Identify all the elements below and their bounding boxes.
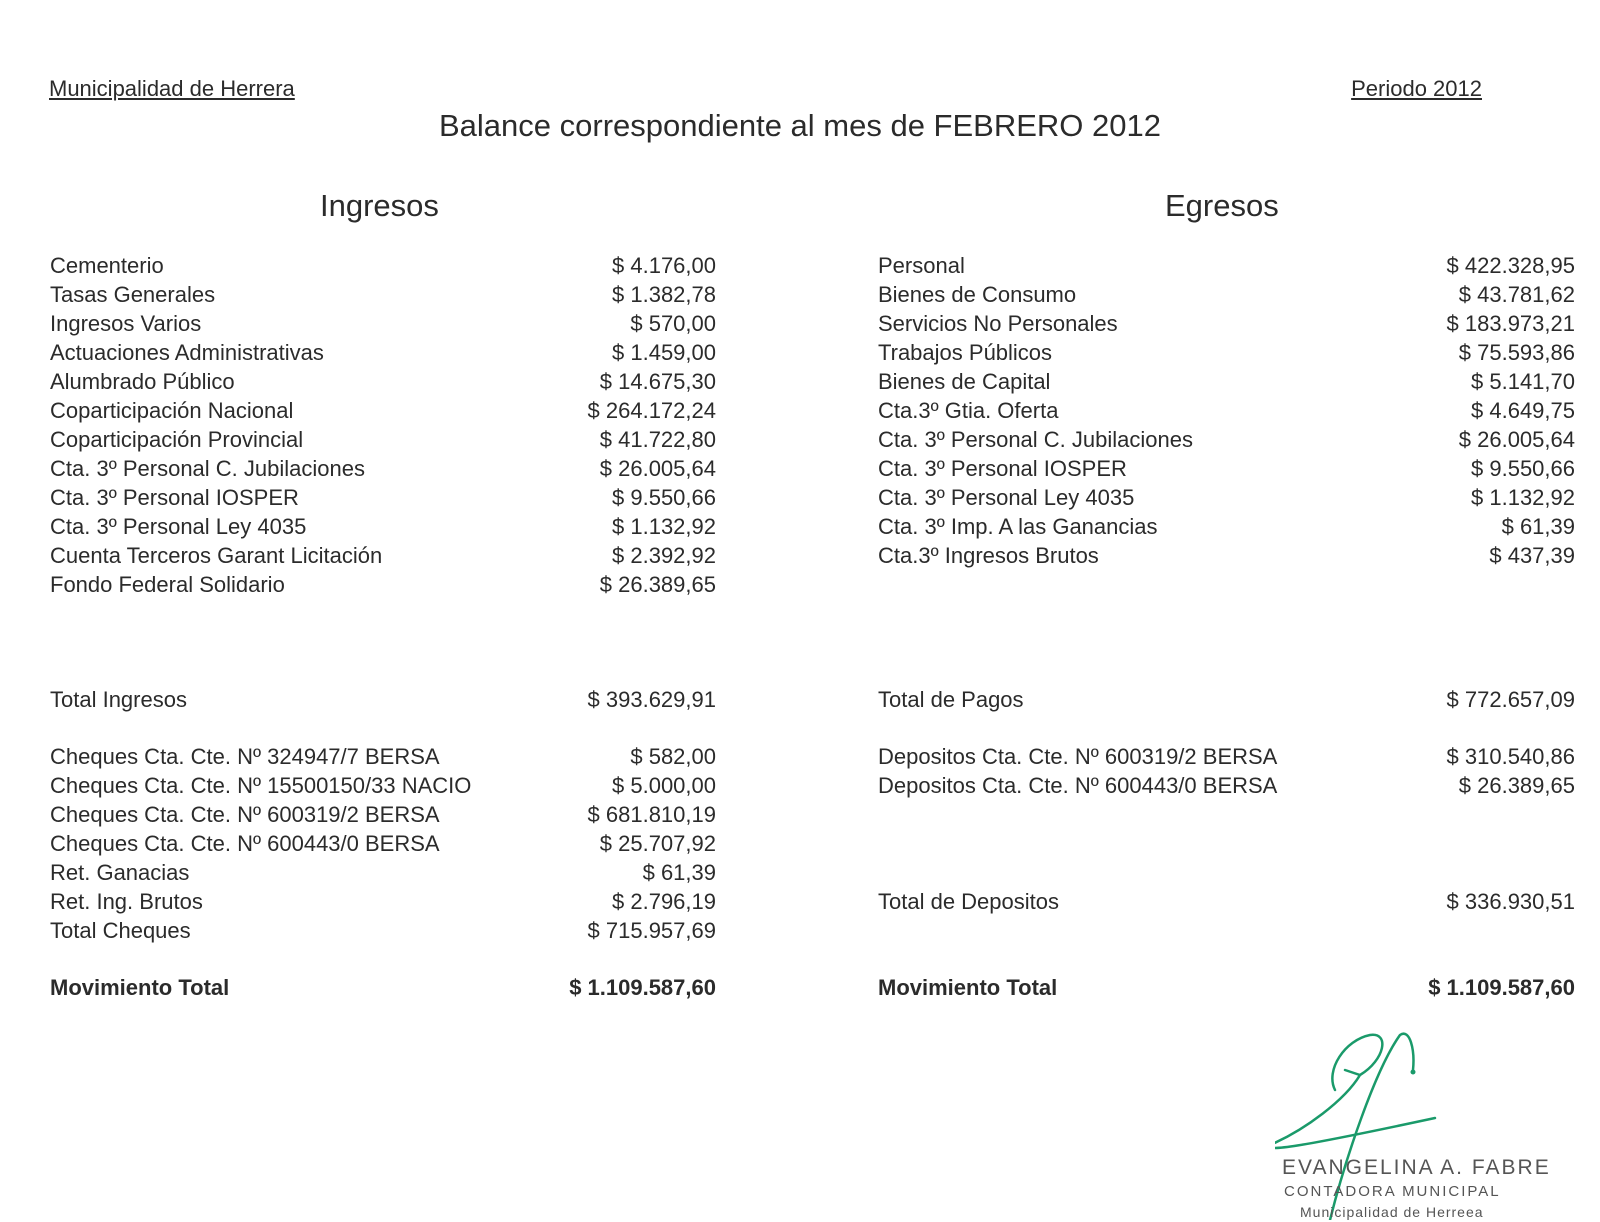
document-title: Balance correspondiente al mes de FEBRERO 2012 — [438, 108, 1161, 143]
egreso-row — [878, 483, 1575, 512]
ingreso-row-label: Cuenta Terceros Garant Licitación — [50, 543, 383, 568]
egreso-row-amount: $ 26.005,64 — [1458, 427, 1575, 452]
cheque-row-label: Cheques Cta. Cte. Nº 600319/2 BERSA — [50, 802, 440, 827]
movimiento-total-ingresos-row-amount: $ 1.109.587,60 — [569, 975, 716, 1000]
ingreso-row-label: Fondo Federal Solidario — [50, 572, 285, 597]
deposito-row-label: Depositos Cta. Cte. Nº 600319/2 BERSA — [878, 744, 1278, 769]
egreso-row — [878, 367, 1575, 396]
ingreso-row-label: Cta. 3º Personal C. Jubilaciones — [50, 456, 365, 481]
egreso-row-label: Servicios No Personales — [878, 311, 1118, 336]
movimiento-total-ingresos-row — [50, 973, 716, 1002]
cheque-row-label: Cheques Cta. Cte. Nº 600443/0 BERSA — [50, 831, 440, 856]
ingreso-row-amount: $ 26.389,65 — [599, 572, 716, 597]
stamp-municipality: Municipalidad de Herreea — [1300, 1204, 1484, 1220]
egreso-row — [878, 280, 1575, 309]
ingreso-row — [50, 338, 716, 367]
ingreso-row-amount: $ 2.392,92 — [612, 543, 716, 568]
total-depositos-row-label: Total de Depositos — [878, 889, 1059, 914]
egreso-row-label: Cta. 3º Personal IOSPER — [878, 456, 1127, 481]
egreso-row-amount: $ 9.550,66 — [1471, 456, 1575, 481]
cheque-row-label: Cheques Cta. Cte. Nº 324947/7 BERSA — [50, 744, 440, 769]
total-pagos-row-label: Total de Pagos — [878, 687, 1024, 712]
total-ingresos-row-amount: $ 393.629,91 — [587, 687, 716, 712]
egreso-row-label: Bienes de Capital — [878, 369, 1051, 394]
ingreso-row-amount: $ 4.176,00 — [612, 253, 716, 278]
cheque-row-amount: $ 681.810,19 — [587, 802, 716, 827]
cheque-row-amount: $ 715.957,69 — [587, 918, 716, 943]
ingreso-row — [50, 280, 716, 309]
cheque-row — [50, 887, 716, 916]
cheque-row-label: Ret. Ganacias — [50, 860, 190, 885]
ingreso-row — [50, 541, 716, 570]
egreso-row-label: Personal — [878, 253, 965, 278]
ingreso-row-label: Ingresos Varios — [50, 311, 202, 336]
egreso-row-amount: $ 4.649,75 — [1471, 398, 1575, 423]
ingresos-heading: Ingresos — [320, 188, 439, 223]
ingreso-row — [50, 483, 716, 512]
egreso-row-amount: $ 43.781,62 — [1458, 282, 1575, 307]
egreso-row — [878, 309, 1575, 338]
ingreso-row-label: Cta. 3º Personal Ley 4035 — [50, 514, 307, 539]
ingreso-row-amount: $ 14.675,30 — [599, 369, 716, 394]
ingreso-row — [50, 309, 716, 338]
cheque-row-amount: $ 582,00 — [630, 744, 716, 769]
egreso-row — [878, 425, 1575, 454]
total-depositos-row-amount: $ 336.930,51 — [1446, 889, 1575, 914]
egreso-row-amount: $ 1.132,92 — [1471, 485, 1575, 510]
cheque-row — [50, 829, 716, 858]
egreso-row-label: Cta.3º Gtia. Oferta — [878, 398, 1059, 423]
ingreso-row-amount: $ 26.005,64 — [599, 456, 716, 481]
egreso-row-amount: $ 5.141,70 — [1471, 369, 1575, 394]
cheque-row — [50, 916, 716, 945]
ingreso-row-label: Alumbrado Público — [50, 369, 235, 394]
cheque-row-amount: $ 2.796,19 — [612, 889, 716, 914]
movimiento-total-egresos-row — [878, 973, 1575, 1002]
ingreso-row-amount: $ 1.382,78 — [612, 282, 716, 307]
total-ingresos-row — [50, 685, 716, 714]
egreso-row — [878, 541, 1575, 570]
cheque-row-label: Cheques Cta. Cte. Nº 15500150/33 NACIO — [50, 773, 472, 798]
egreso-row-label: Bienes de Consumo — [878, 282, 1077, 307]
municipality-name: Municipalidad de Herrera — [49, 76, 295, 101]
egreso-row-label: Cta. 3º Imp. A las Ganancias — [878, 514, 1158, 539]
total-pagos-row-amount: $ 772.657,09 — [1446, 687, 1575, 712]
egreso-row — [878, 512, 1575, 541]
movimiento-total-egresos-row-label: Movimiento Total — [878, 975, 1058, 1000]
ingreso-row — [50, 454, 716, 483]
ingreso-row-amount: $ 1.459,00 — [612, 340, 716, 365]
ingreso-row — [50, 425, 716, 454]
ingreso-row-amount: $ 9.550,66 — [612, 485, 716, 510]
ingreso-row — [50, 512, 716, 541]
egreso-row-label: Cta. 3º Personal C. Jubilaciones — [878, 427, 1193, 452]
ingreso-row-amount: $ 570,00 — [630, 311, 716, 336]
egreso-row-amount: $ 437,39 — [1489, 543, 1575, 568]
egreso-row — [878, 338, 1575, 367]
cheque-row — [50, 771, 716, 800]
ingreso-row — [50, 570, 716, 599]
cheque-row — [50, 800, 716, 829]
egreso-row-label: Trabajos Públicos — [878, 340, 1053, 365]
movimiento-total-ingresos-row-label: Movimiento Total — [50, 975, 230, 1000]
deposito-row — [878, 771, 1575, 800]
period-label: Periodo 2012 — [1351, 76, 1482, 101]
total-depositos-row — [878, 887, 1575, 916]
cheque-row-label: Total Cheques — [50, 918, 191, 943]
ingreso-row-label: Coparticipación Nacional — [50, 398, 294, 423]
ingreso-row — [50, 251, 716, 280]
ingreso-row-label: Actuaciones Administrativas — [50, 340, 324, 365]
egreso-row-label: Cta. 3º Personal Ley 4035 — [878, 485, 1135, 510]
egresos-heading: Egresos — [1165, 188, 1279, 223]
egreso-row-label: Cta.3º Ingresos Brutos — [878, 543, 1099, 568]
deposito-row-label: Depositos Cta. Cte. Nº 600443/0 BERSA — [878, 773, 1278, 798]
cheque-row-amount: $ 61,39 — [642, 860, 716, 885]
ingreso-row-amount: $ 1.132,92 — [612, 514, 716, 539]
egreso-row — [878, 251, 1575, 280]
stamp-name: EVANGELINA A. FABRE — [1282, 1156, 1551, 1179]
egreso-row-amount: $ 61,39 — [1501, 514, 1575, 539]
cheque-row — [50, 742, 716, 771]
total-ingresos-row-label: Total Ingresos — [50, 687, 187, 712]
ingreso-row-label: Coparticipación Provincial — [50, 427, 304, 452]
cheque-row-label: Ret. Ing. Brutos — [50, 889, 203, 914]
ingreso-row-amount: $ 41.722,80 — [599, 427, 716, 452]
egreso-row-amount: $ 422.328,95 — [1446, 253, 1575, 278]
cheque-row-amount: $ 25.707,92 — [599, 831, 716, 856]
total-pagos-row — [878, 685, 1575, 714]
cheque-row — [50, 858, 716, 887]
ingreso-row-label: Tasas Generales — [50, 282, 216, 307]
ingreso-row — [50, 396, 716, 425]
ingreso-row-amount: $ 264.172,24 — [587, 398, 716, 423]
stamp-role: CONTADORA MUNICIPAL — [1284, 1183, 1501, 1200]
egreso-row — [878, 396, 1575, 425]
ingreso-row — [50, 367, 716, 396]
deposito-row-amount: $ 310.540,86 — [1446, 744, 1575, 769]
egreso-row-amount: $ 75.593,86 — [1458, 340, 1575, 365]
cheque-row-amount: $ 5.000,00 — [612, 773, 716, 798]
deposito-row — [878, 742, 1575, 771]
ingreso-row-label: Cta. 3º Personal IOSPER — [50, 485, 299, 510]
egreso-row-amount: $ 183.973,21 — [1446, 311, 1575, 336]
deposito-row-amount: $ 26.389,65 — [1458, 773, 1575, 798]
egreso-row — [878, 454, 1575, 483]
ingreso-row-label: Cementerio — [50, 253, 164, 278]
movimiento-total-egresos-row-amount: $ 1.109.587,60 — [1428, 975, 1575, 1000]
